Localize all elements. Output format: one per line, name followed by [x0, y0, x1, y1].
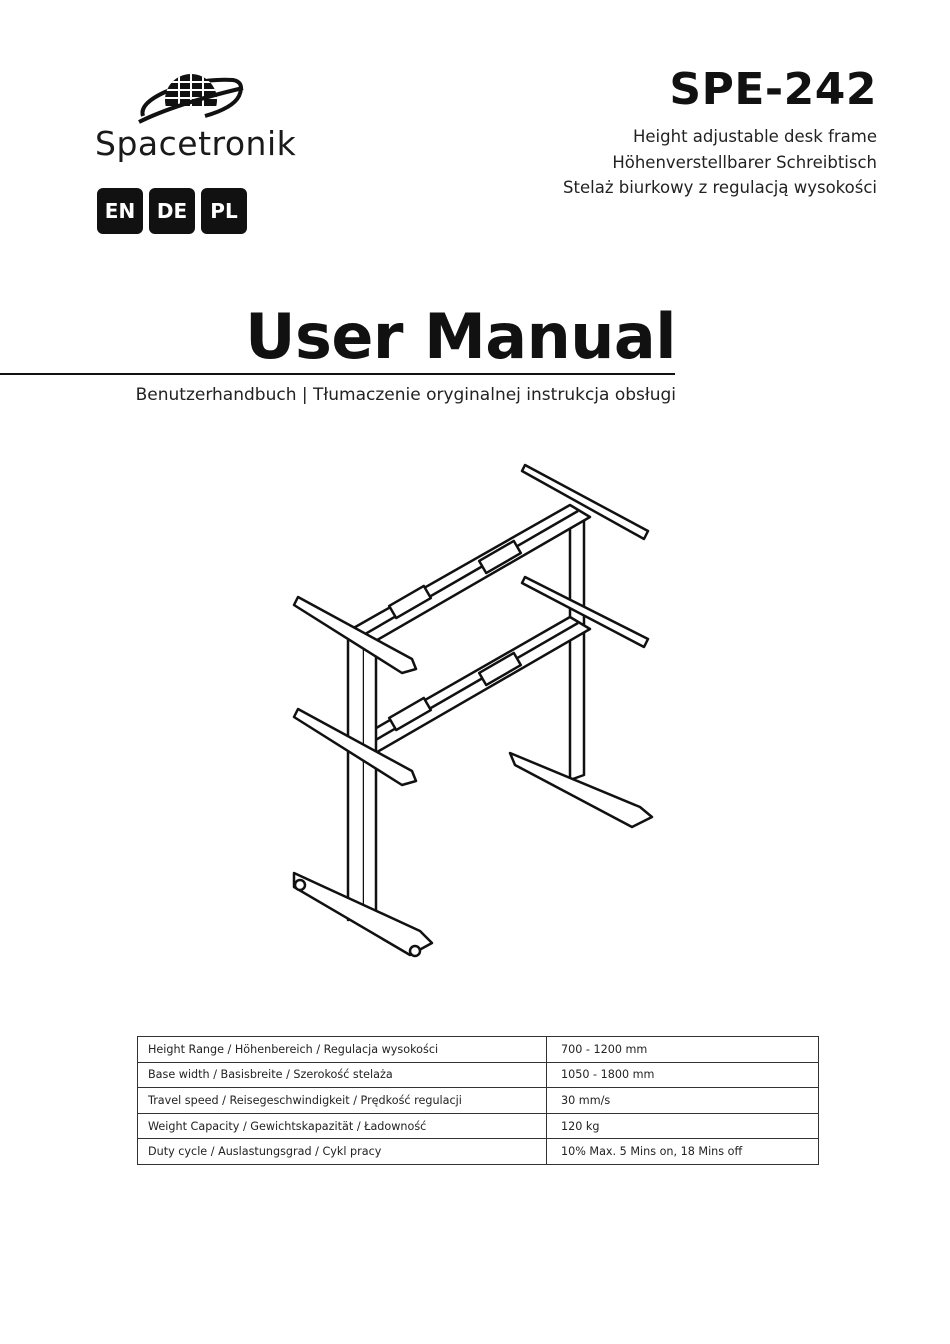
model-number: SPE-242	[669, 64, 877, 115]
spec-value: 30 mm/s	[547, 1088, 819, 1114]
lang-badge-pl: PL	[201, 188, 247, 234]
table-row	[138, 1088, 819, 1114]
spec-value: 120 kg	[547, 1113, 819, 1139]
spec-value: 700 - 1200 mm	[547, 1037, 819, 1063]
table-row	[138, 1113, 819, 1139]
spec-label: Duty cycle / Auslastungsgrad / Cykl pracy	[138, 1139, 547, 1165]
brand-logo	[95, 70, 305, 170]
lang-badge-en: EN	[97, 188, 143, 234]
spec-label: Height Range / Höhenbereich / Regulacja wysokości	[138, 1037, 547, 1063]
globe-icon	[135, 70, 247, 132]
spec-label: Weight Capacity / Gewichtskapazität / Ładowność	[138, 1113, 547, 1139]
product-name-pl: Stelaż biurkowy z regulacją wysokości	[563, 178, 877, 197]
table-row	[138, 1139, 819, 1165]
page-title: User Manual	[245, 300, 676, 373]
title-divider	[0, 373, 675, 375]
brand-name: Spacetronik	[95, 124, 297, 163]
spec-value: 1050 - 1800 mm	[547, 1062, 819, 1088]
product-names	[563, 124, 877, 201]
product-name-en: Height adjustable desk frame	[633, 127, 877, 146]
spec-label: Travel speed / Reisegeschwindigkeit / Prędkość regulacji	[138, 1088, 547, 1114]
title-subtitle: Benutzerhandbuch | Tłumaczenie oryginalnej instrukcja obsługi	[135, 385, 676, 405]
language-badges	[97, 188, 247, 234]
spec-label: Base width / Basisbreite / Szerokość stelaża	[138, 1062, 547, 1088]
lang-badge-de: DE	[149, 188, 195, 234]
table-row	[138, 1062, 819, 1088]
product-name-de: Höhenverstellbarer Schreibtisch	[612, 152, 877, 172]
spec-value: 10% Max. 5 Mins on, 18 Mins off	[547, 1139, 819, 1165]
specs-table	[137, 1036, 819, 1165]
table-row	[138, 1037, 819, 1063]
desk-frame-illustration	[280, 455, 670, 970]
